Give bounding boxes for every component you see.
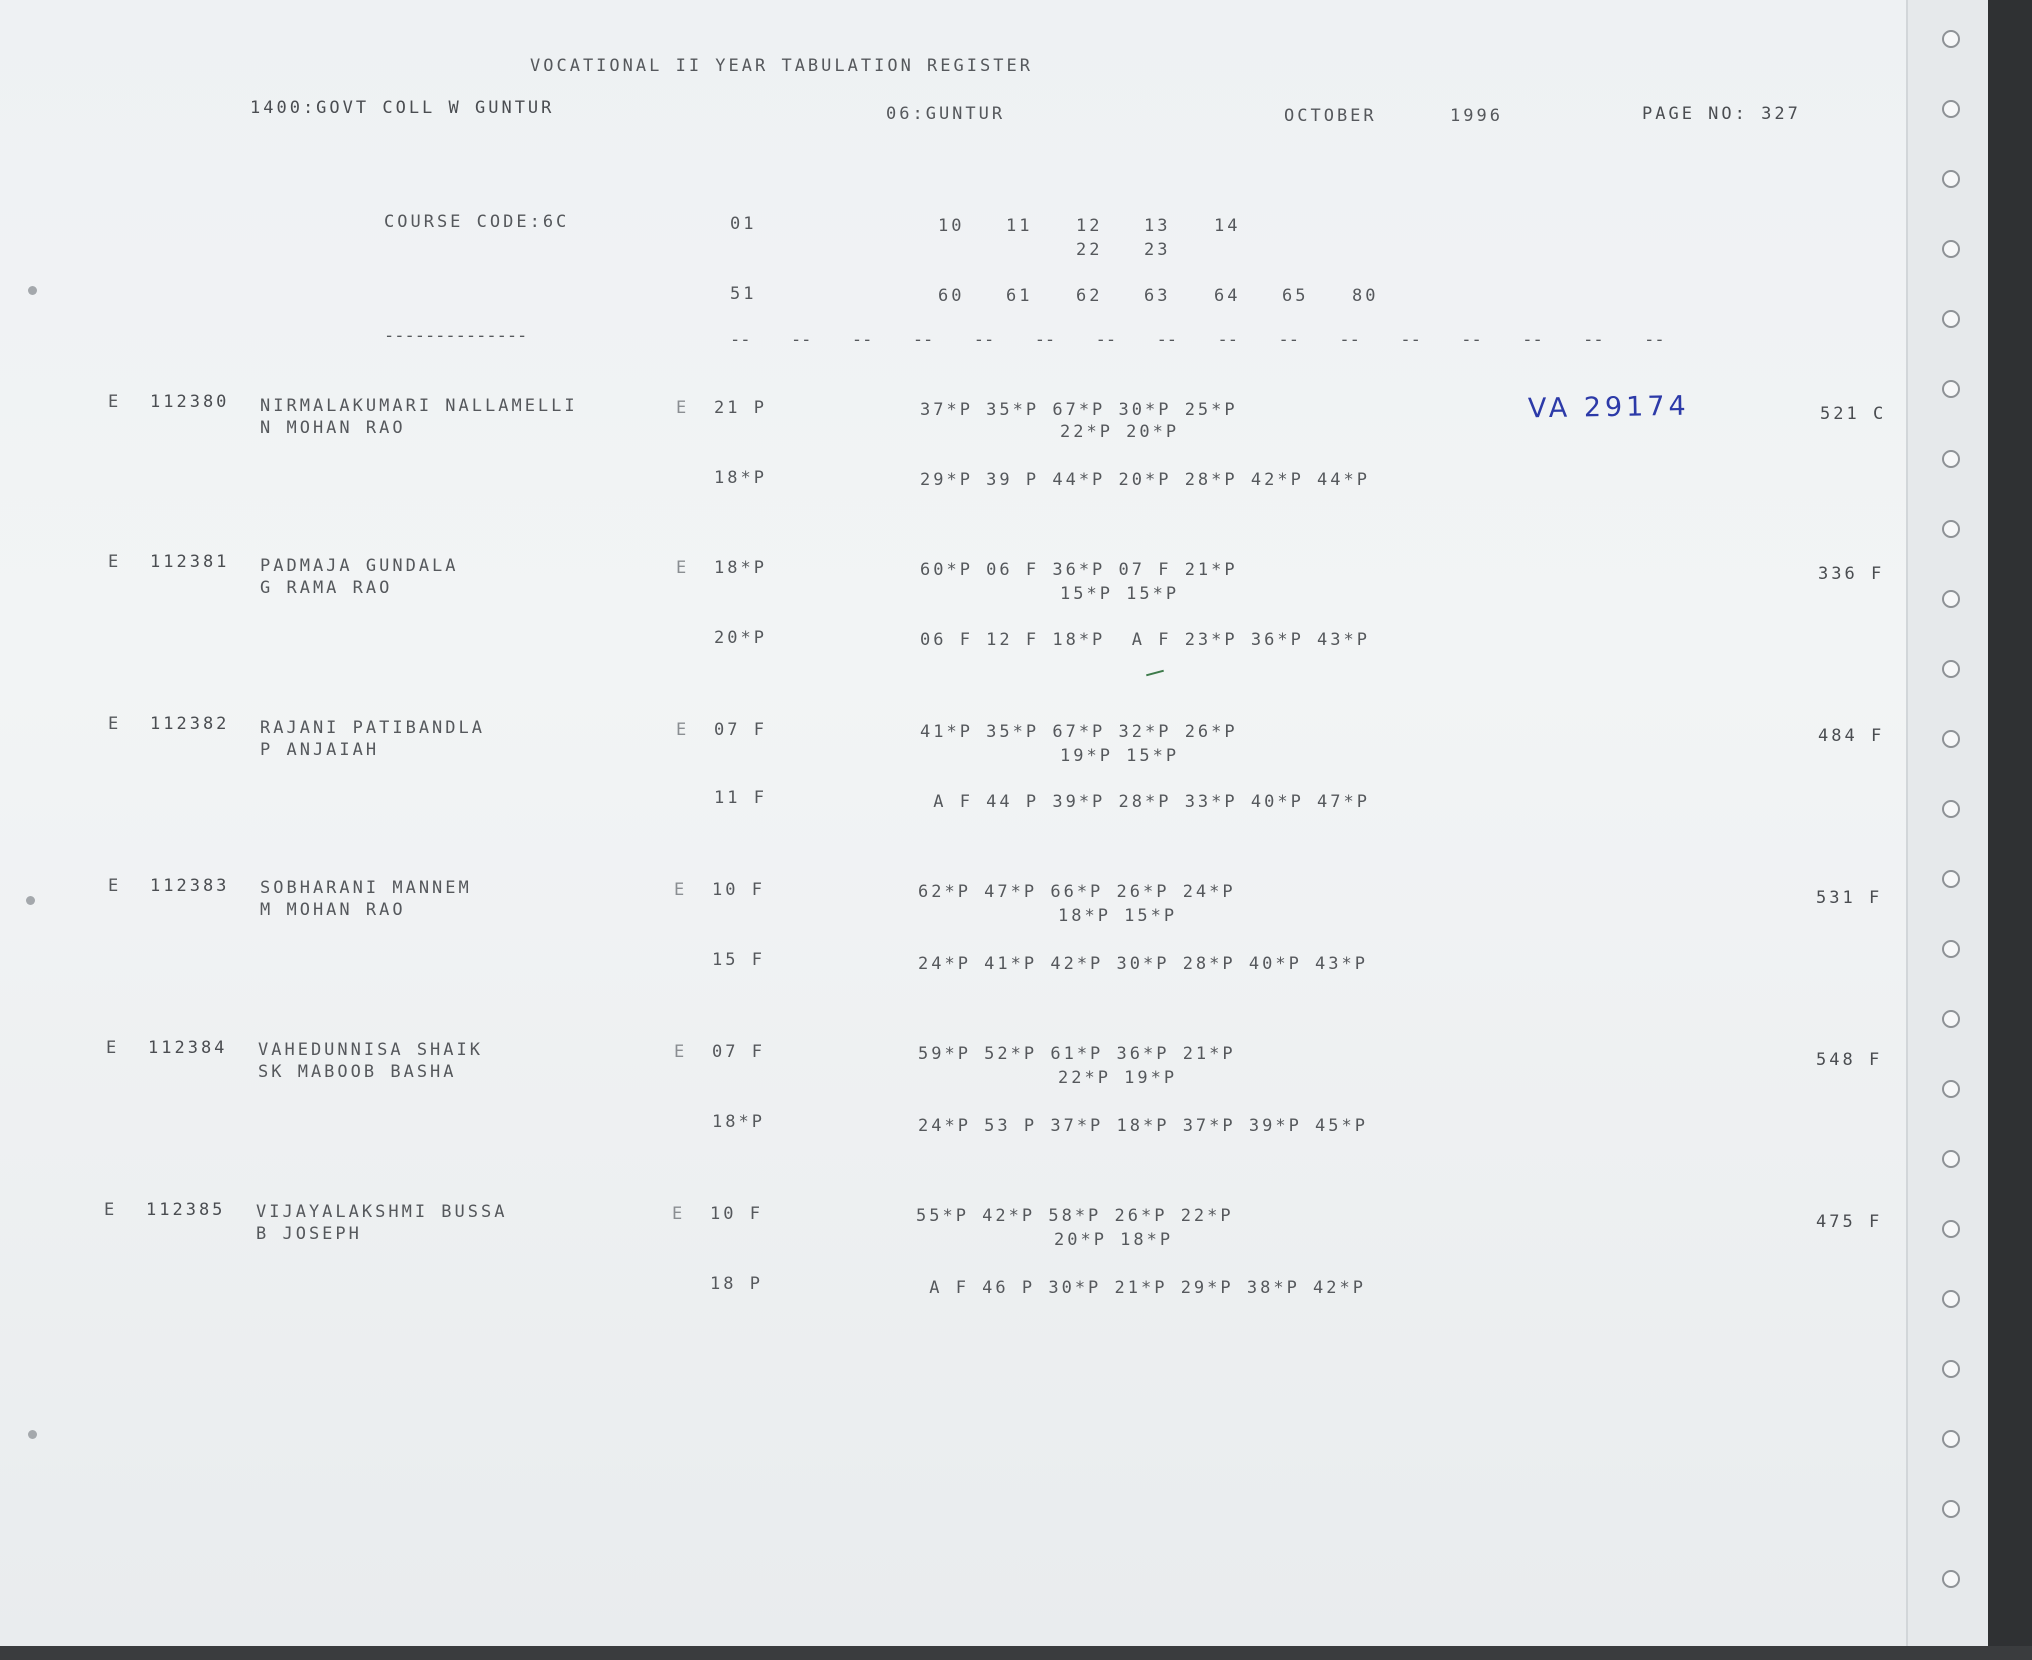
paper-speck bbox=[28, 286, 37, 295]
exam-year: 1996 bbox=[1450, 106, 1503, 126]
part1-first-mark: 07 F bbox=[714, 720, 767, 740]
student-name: RAJANI PATIBANDLA bbox=[260, 718, 485, 738]
punch-hole bbox=[1942, 1220, 1960, 1238]
part2-first-mark: 15 F bbox=[712, 950, 765, 970]
course-code-22: 22 bbox=[1076, 240, 1103, 260]
course-code-80: 80 bbox=[1352, 286, 1379, 306]
punch-hole bbox=[1942, 520, 1960, 538]
part2-first-mark: 20*P bbox=[714, 628, 767, 648]
part1-marks: 41*P 35*P 67*P 32*P 26*P bbox=[920, 722, 1238, 742]
student-category: E bbox=[104, 1200, 118, 1220]
punch-hole bbox=[1942, 450, 1960, 468]
part1-sub-marks: 22*P 19*P bbox=[1058, 1068, 1178, 1088]
student-medium: E bbox=[676, 398, 690, 418]
punch-hole bbox=[1942, 1080, 1960, 1098]
student-total-result: 548 F bbox=[1816, 1050, 1883, 1070]
student-father-name: P ANJAIAH bbox=[260, 740, 380, 760]
part1-sub-marks: 20*P 18*P bbox=[1054, 1230, 1174, 1250]
part1-marks: 37*P 35*P 67*P 30*P 25*P bbox=[920, 400, 1238, 420]
student-medium: E bbox=[676, 558, 690, 578]
student-father-name: B JOSEPH bbox=[256, 1224, 362, 1244]
part2-first-mark: 18 P bbox=[710, 1274, 763, 1294]
course-code-62: 62 bbox=[1076, 286, 1103, 306]
part1-marks: 60*P 06 F 36*P 07 F 21*P bbox=[920, 560, 1238, 580]
column-dash-rule: -- -- -- -- -- -- -- -- -- -- -- -- -- -- -- -- bbox=[730, 330, 1665, 350]
course-code-14: 14 bbox=[1214, 216, 1241, 236]
student-father-name: SK MABOOB BASHA bbox=[258, 1062, 457, 1082]
student-total-result: 484 F bbox=[1818, 726, 1885, 746]
part1-marks: 62*P 47*P 66*P 26*P 24*P bbox=[918, 882, 1236, 902]
punch-hole bbox=[1942, 310, 1960, 328]
student-regno: 112381 bbox=[150, 552, 230, 572]
student-name: PADMAJA GUNDALA bbox=[260, 556, 459, 576]
student-total-result: 531 F bbox=[1816, 888, 1883, 908]
punch-hole bbox=[1942, 1430, 1960, 1448]
student-name: SOBHARANI MANNEM bbox=[260, 878, 472, 898]
punch-hole bbox=[1942, 730, 1960, 748]
paper-speck bbox=[28, 1430, 37, 1439]
student-name: VAHEDUNNISA SHAIK bbox=[258, 1040, 483, 1060]
part1-first-mark: 10 F bbox=[710, 1204, 763, 1224]
student-regno: 112385 bbox=[146, 1200, 226, 1220]
exam-month: OCTOBER bbox=[1284, 106, 1377, 126]
part2-first-mark: 11 F bbox=[714, 788, 767, 808]
punch-hole bbox=[1942, 1290, 1960, 1308]
punch-hole bbox=[1942, 1360, 1960, 1378]
student-regno: 112384 bbox=[148, 1038, 228, 1058]
student-category: E bbox=[108, 392, 122, 412]
part2-first-mark: 18*P bbox=[712, 1112, 765, 1132]
punch-hole bbox=[1942, 940, 1960, 958]
course-code-65: 65 bbox=[1282, 286, 1309, 306]
student-medium: E bbox=[676, 720, 690, 740]
part2-marks: A F 44 P 39*P 28*P 33*P 40*P 47*P bbox=[920, 792, 1370, 812]
course-label-underline: -------------- bbox=[384, 326, 528, 346]
student-father-name: N MOHAN RAO bbox=[260, 418, 406, 438]
student-regno: 112382 bbox=[150, 714, 230, 734]
course-code-12: 12 bbox=[1076, 216, 1103, 236]
punch-hole bbox=[1942, 1150, 1960, 1168]
student-category: E bbox=[108, 714, 122, 734]
part2-marks: 24*P 53 P 37*P 18*P 37*P 39*P 45*P bbox=[918, 1116, 1368, 1136]
part2-first-mark: 18*P bbox=[714, 468, 767, 488]
course-code-01: 01 bbox=[730, 214, 757, 234]
part1-sub-marks: 22*P 20*P bbox=[1060, 422, 1180, 442]
punch-hole bbox=[1942, 100, 1960, 118]
background-edge bbox=[0, 1646, 2032, 1660]
student-category: E bbox=[108, 552, 122, 572]
part1-first-mark: 18*P bbox=[714, 558, 767, 578]
punch-hole bbox=[1942, 800, 1960, 818]
part2-marks: A F 46 P 30*P 21*P 29*P 38*P 42*P bbox=[916, 1278, 1366, 1298]
course-code-13: 13 bbox=[1144, 216, 1171, 236]
course-code-11: 11 bbox=[1006, 216, 1033, 236]
handwritten-note: VA 29174 bbox=[1527, 390, 1690, 425]
punch-hole bbox=[1942, 1010, 1960, 1028]
paper-speck bbox=[26, 896, 35, 905]
punch-hole bbox=[1942, 30, 1960, 48]
course-code-label: COURSE CODE:6C bbox=[384, 212, 570, 232]
student-total-result: 521 C bbox=[1820, 404, 1887, 424]
course-code-61: 61 bbox=[1006, 286, 1033, 306]
student-regno: 112380 bbox=[150, 392, 230, 412]
student-name: VIJAYALAKSHMI BUSSA bbox=[256, 1202, 508, 1222]
punch-hole bbox=[1942, 590, 1960, 608]
course-code-60: 60 bbox=[938, 286, 965, 306]
page-number: PAGE NO: 327 bbox=[1642, 104, 1801, 124]
punch-hole bbox=[1942, 1500, 1960, 1518]
student-total-result: 475 F bbox=[1816, 1212, 1883, 1232]
part1-first-mark: 07 F bbox=[712, 1042, 765, 1062]
part2-marks: 29*P 39 P 44*P 20*P 28*P 42*P 44*P bbox=[920, 470, 1370, 490]
part1-sub-marks: 19*P 15*P bbox=[1060, 746, 1180, 766]
course-code-64: 64 bbox=[1214, 286, 1241, 306]
register-title: VOCATIONAL II YEAR TABULATION REGISTER bbox=[530, 56, 1033, 76]
student-category: E bbox=[108, 876, 122, 896]
part2-marks: 06 F 12 F 18*P A F 23*P 36*P 43*P bbox=[920, 630, 1370, 650]
student-total-result: 336 F bbox=[1818, 564, 1885, 584]
course-code-63: 63 bbox=[1144, 286, 1171, 306]
part1-marks: 59*P 52*P 61*P 36*P 21*P bbox=[918, 1044, 1236, 1064]
part1-marks: 55*P 42*P 58*P 26*P 22*P bbox=[916, 1206, 1234, 1226]
student-name: NIRMALAKUMARI NALLAMELLI bbox=[260, 396, 578, 416]
student-medium: E bbox=[674, 880, 688, 900]
part1-sub-marks: 18*P 15*P bbox=[1058, 906, 1178, 926]
punch-hole bbox=[1942, 170, 1960, 188]
course-code-23: 23 bbox=[1144, 240, 1171, 260]
punch-hole bbox=[1942, 380, 1960, 398]
pen-mark bbox=[1146, 670, 1164, 677]
student-category: E bbox=[106, 1038, 120, 1058]
punch-hole bbox=[1942, 240, 1960, 258]
punch-hole bbox=[1942, 1570, 1960, 1588]
background-edge bbox=[1988, 0, 2032, 1660]
student-medium: E bbox=[672, 1204, 686, 1224]
student-medium: E bbox=[674, 1042, 688, 1062]
part1-first-mark: 21 P bbox=[714, 398, 767, 418]
student-father-name: M MOHAN RAO bbox=[260, 900, 406, 920]
college-code: 1400:GOVT COLL W GUNTUR bbox=[250, 98, 555, 118]
part1-first-mark: 10 F bbox=[712, 880, 765, 900]
punch-hole bbox=[1942, 660, 1960, 678]
student-father-name: G RAMA RAO bbox=[260, 578, 393, 598]
student-regno: 112383 bbox=[150, 876, 230, 896]
part1-sub-marks: 15*P 15*P bbox=[1060, 584, 1180, 604]
part2-marks: 24*P 41*P 42*P 30*P 28*P 40*P 43*P bbox=[918, 954, 1368, 974]
tractor-feed-strip bbox=[1906, 0, 1990, 1648]
course-code-10: 10 bbox=[938, 216, 965, 236]
district-code: 06:GUNTUR bbox=[886, 104, 1006, 124]
course-code-51: 51 bbox=[730, 284, 757, 304]
punch-hole bbox=[1942, 870, 1960, 888]
